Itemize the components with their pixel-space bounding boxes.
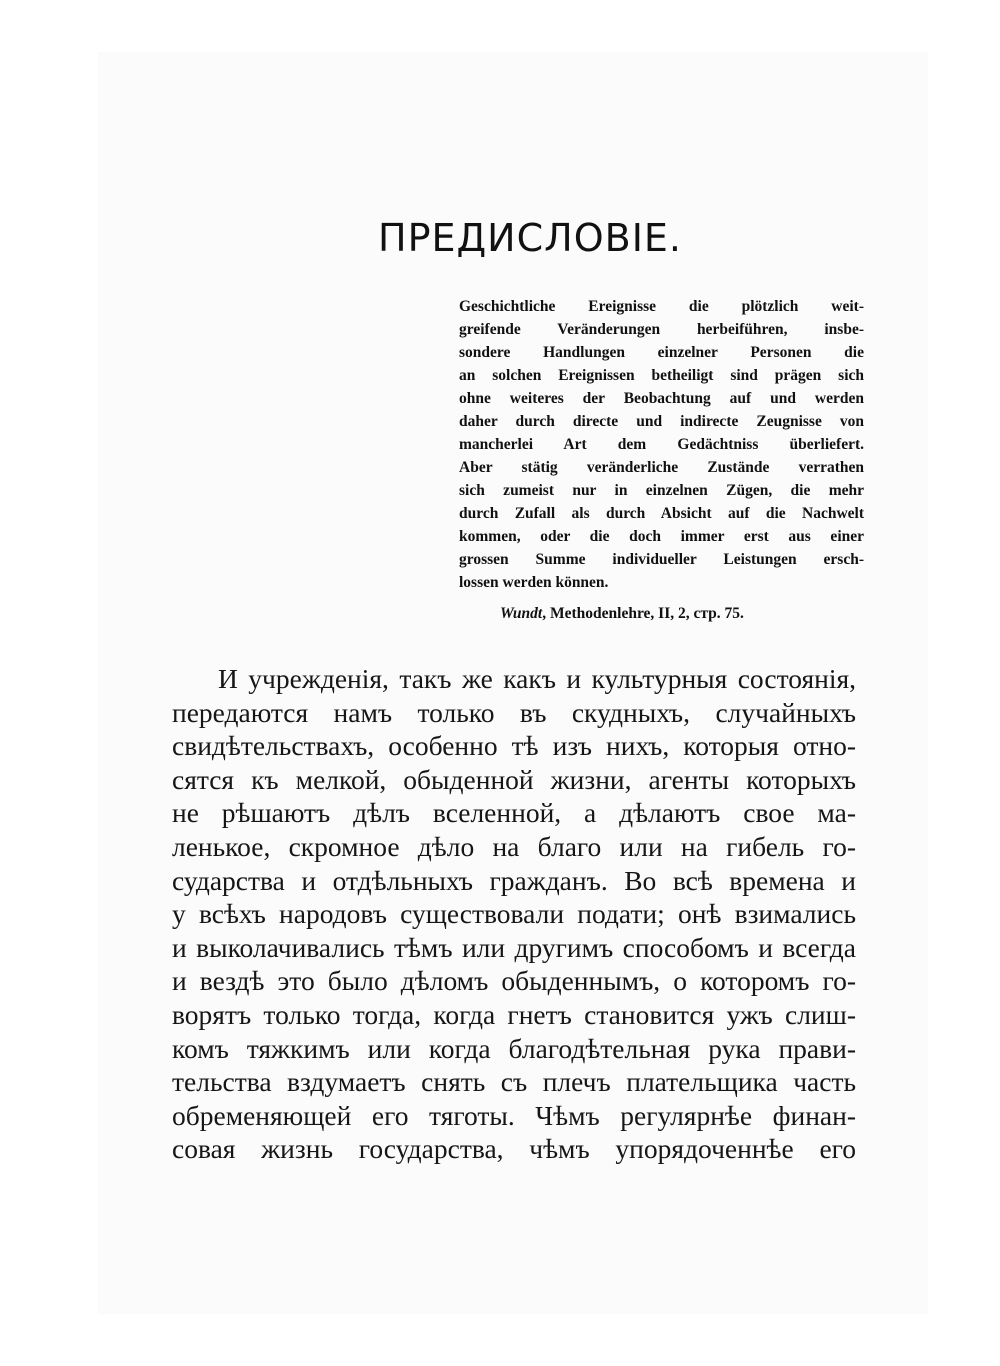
body-line: и выколачивались тѣмъ или другимъ способомъ и всегда bbox=[172, 931, 856, 963]
epigraph-line: greifende Veränderungen herbeiführen, insbe- bbox=[459, 321, 864, 338]
body-line: не рѣшаютъ дѣлъ вселенной, а дѣлаютъ свое ма- bbox=[172, 797, 856, 829]
body-line: сятся къ мелкой, обыденной жизни, агенты которыхъ bbox=[172, 763, 856, 795]
epigraph bbox=[459, 295, 864, 594]
epigraph-line: sich zumeist nur in einzelnen Zügen, die mehr bbox=[459, 482, 864, 499]
body-line: у всѣхъ народовъ существовали подати; онѣ взимались bbox=[172, 898, 856, 930]
body-line: комъ тяжкимъ или когда благодѣтельная рука прави- bbox=[172, 1032, 856, 1064]
epigraph-line: Aber stätig veränderliche Zustände verrathen bbox=[459, 459, 864, 476]
epigraph-line: mancherlei Art dem Gedächtniss überliefert. bbox=[459, 436, 864, 453]
epigraph-line: ohne weiteres der Beobachtung auf und werden bbox=[459, 390, 864, 407]
body-line: тельства вздумаетъ снять съ плечъ плательщика часть bbox=[172, 1066, 856, 1098]
body-line: свидѣтельствахъ, особенно тѣ изъ нихъ, которыя отно- bbox=[172, 730, 856, 762]
body-line: сударства и отдѣльныхъ гражданъ. Во всѣ времена и bbox=[172, 864, 856, 896]
epigraph-source: , Methodenlehre, II, 2, стр. 75. bbox=[542, 605, 744, 622]
epigraph-attribution bbox=[500, 605, 830, 623]
epigraph-line: kommen, oder die doch immer erst aus einer bbox=[459, 528, 864, 545]
body-line: ворятъ только тогда, когда гнетъ становится ужъ слиш- bbox=[172, 998, 856, 1030]
body-line: обременяющей его тяготы. Чѣмъ регулярнѣе финан- bbox=[172, 1099, 856, 1131]
epigraph-line: durch Zufall als durch Absicht auf die Nachwelt bbox=[459, 505, 864, 522]
epigraph-line: grossen Summe individueller Leistungen ersch- bbox=[459, 551, 864, 568]
epigraph-line: daher durch directe und indirecte Zeugnisse von bbox=[459, 413, 864, 430]
body-paragraph bbox=[172, 662, 856, 1166]
body-line: и вездѣ это было дѣломъ обыденнымъ, о которомъ го- bbox=[172, 965, 856, 997]
body-line: И учрежденія, такъ же какъ и культурныя состоянія, bbox=[218, 663, 856, 694]
epigraph-line: Geschichtliche Ereignisse die plötzlich weit- bbox=[459, 298, 864, 315]
epigraph-author: Wundt bbox=[500, 605, 543, 622]
body-line: ленькое, скромное дѣло на благо или на гибель го- bbox=[172, 830, 856, 862]
epigraph-line: sondere Handlungen einzelner Personen die bbox=[459, 344, 864, 361]
body-line: передаются намъ только въ скудныхъ, случайныхъ bbox=[172, 696, 856, 728]
body-line: совая жизнь государства, чѣмъ упорядоченнѣе его bbox=[172, 1133, 856, 1165]
epigraph-line: an solchen Ereignissen betheiligt sind prägen sich bbox=[459, 367, 864, 384]
epigraph-line: lossen werden können. bbox=[459, 574, 609, 591]
page-title: ПРЕДИСЛОВІЕ. bbox=[378, 216, 682, 260]
